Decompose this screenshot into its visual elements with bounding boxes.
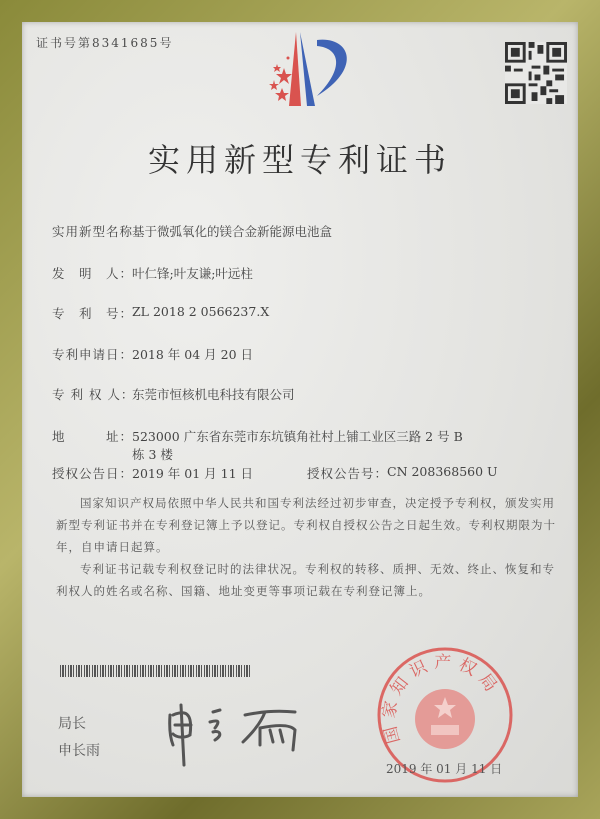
cnipa-logo [255,28,365,108]
director-name: 申长雨 [58,743,100,759]
qr-code [505,41,567,105]
field-grant-number: 授权公告号： CN 208368560 U [307,464,498,481]
field-inventors: 发 明 人： 叶仁锋;叶友谦;叶远柱 [52,266,253,281]
director-signature [165,700,310,770]
certificate-number: 证书号第8341685号 [36,36,174,50]
svg-text:国家知识产权局: 国家知识产权局 [379,652,505,746]
grant-statement: 国家知识产权局依照中华人民共和国专利法经过初步审查，决定授予专利权，颁发实用新型专利证书并在专利登记簿上予以登记。专利权自授权公告之日起生效。专利权期限为十年，自申请日起算。 [56,496,556,554]
field-utility-model-name: 实用新型名称： 基于微弧氧化的镁合金新能源电池盒 [52,224,333,239]
seal-date: 2019 年 01 月 11 日 [386,762,503,776]
legal-status-statement: 专利证书记载专利权登记时的法律状况。专利权的转移、质押、无效、终止、恢复和专利权人的姓名或名称、国籍、地址变更等事项记载在专利登记簿上。 [56,562,555,598]
field-patentee: 专 利 权 人： 东莞市恒核机电科技有限公司 [52,387,295,402]
field-application-date: 专利申请日： 2018 年 04 月 20 日 [52,347,253,362]
barcode [60,665,250,677]
field-patent-number: 专 利 号： ZL 2018 2 0566237.X [52,304,270,321]
certificate-title: 实用新型专利证书 [147,141,452,179]
director-title: 局长 [58,716,86,732]
field-grant-date: 授权公告日： 2019 年 01 月 11 日 [52,466,253,481]
field-address: 地 址： 523000 广东省东莞市东坑镇角社村上铺工业区三路 2 号 B 栋 3 楼 [52,429,463,462]
